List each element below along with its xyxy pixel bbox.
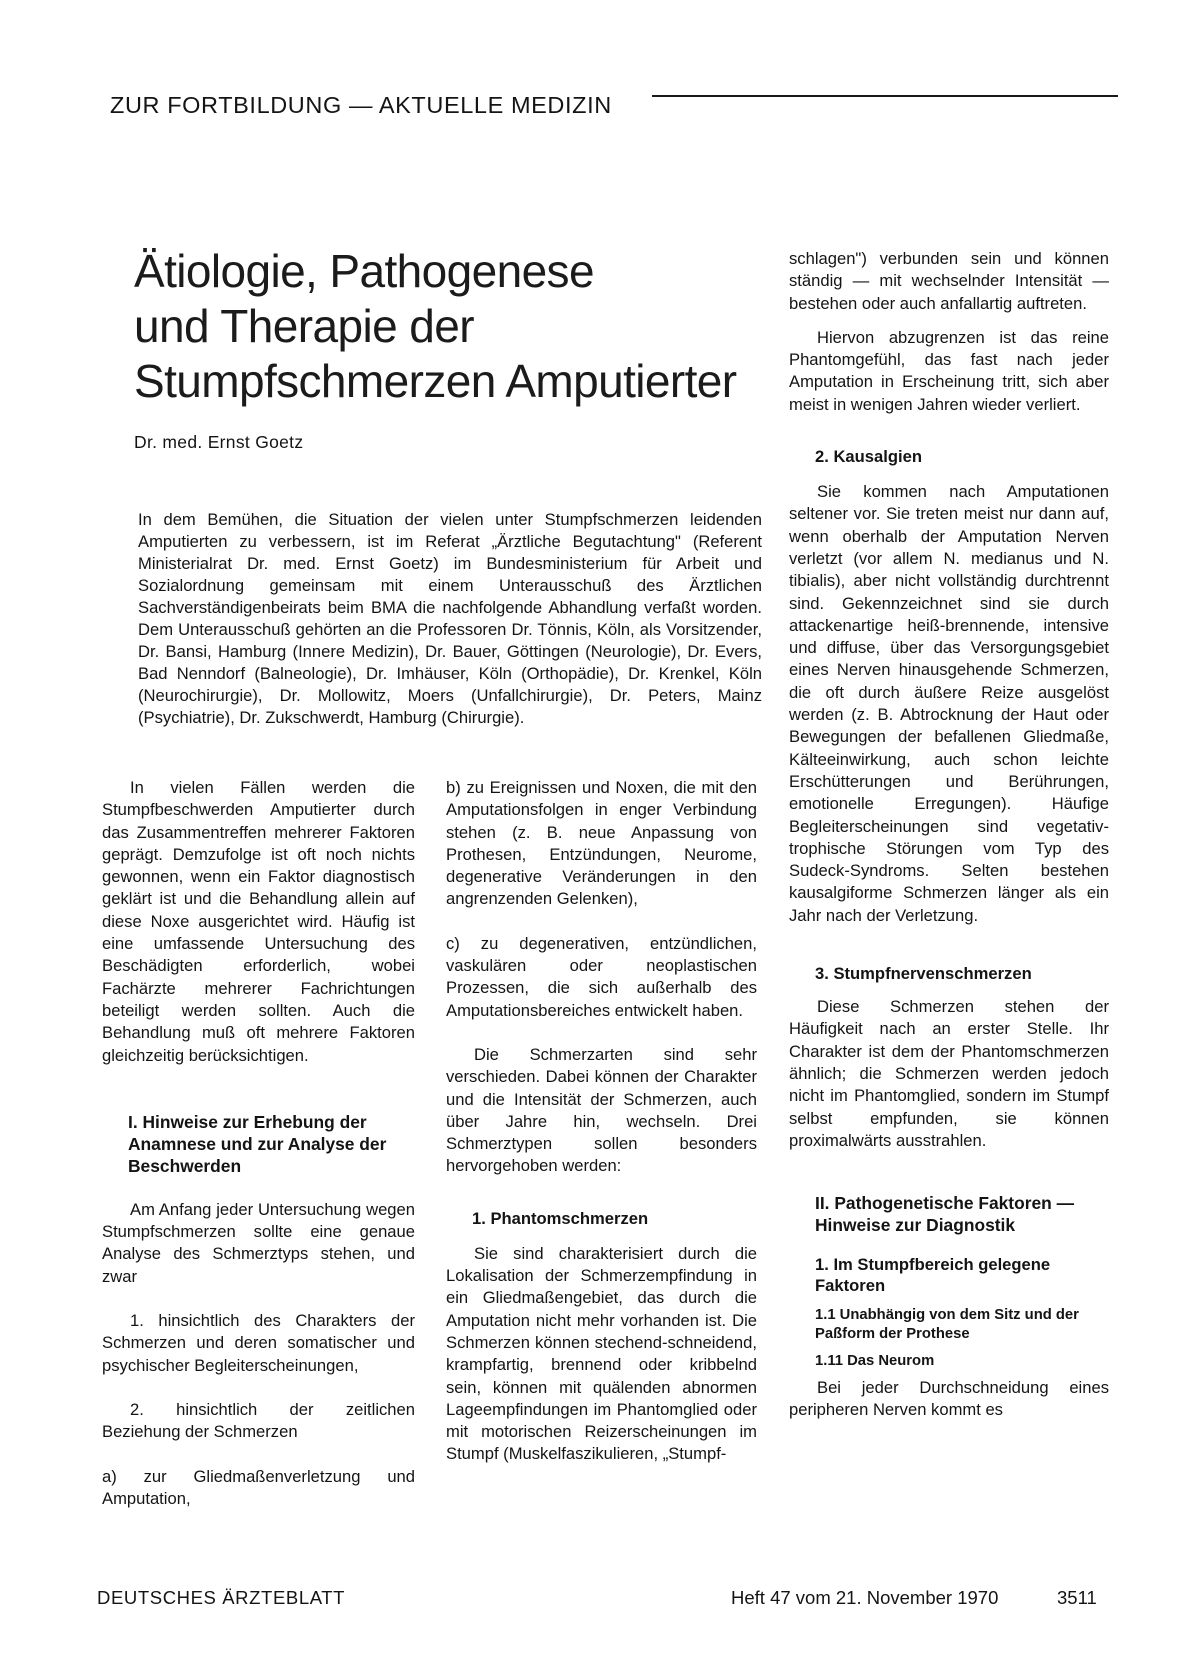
column-3 <box>789 248 1109 1422</box>
section-heading-1: I. Hinweise zur Erhebung der Anamnese und zur Analyse der Beschwerden <box>128 1111 387 1176</box>
col3-paragraph-3: Sie kommen nach Amputationen seltener vor. Sie treten meist nur dann auf, wenn oberhalb der Amputation Nerven verletzt (vor allem N. medianus und N. tibialis), aber nicht vollständig durchtrennt sind. Gekennzeichnet sind sie durch attackenartige heiß-brennende, intensive und diffuse, über das Versorgungsgebiet eines Nerven hinausgehende Schmerzen, die oft durch äußere Reize ausgelöst werden (z. B. Abtrocknung der Haut oder Bewegungen der befallenen Gliedmaße, Kälteeinwirkung, auch schon leichte Erschütterungen und Berührungen, emotionelle Erregungen). Häufige Begleiterscheinungen sind vegetativ-trophische Störungen vom Typ des Sudeck-Syndroms. Selten bestehen kausalgiforme Schmerzen länger als ein Jahr nach der Verletzung. <box>789 482 1109 925</box>
column-2 <box>446 777 757 1466</box>
col3-paragraph-2: Hiervon abzugrenzen ist das reine Phantomgefühl, das fast nach jeder Amputation in Erscheinung tritt, sich aber meist in wenigen Jahren wieder verliert. <box>789 327 1109 414</box>
footer-issue: Heft 47 vom 21. November 1970 <box>731 1587 999 1608</box>
lead-paragraph: In dem Bemühen, die Situation der vielen unter Stumpfschmerzen leidenden Amputierten zu verbessern, ist im Referat „Ärztliche Begutachtung" (Referent Ministerialrat Dr. med. Ernst Goetz) im Bundesministerium für Arbeit und Sozialordnung gemeinsam mit einem Unterausschuß des Ärztlichen Sachverständigenbeirats beim BMA die nachfolgende Abhandlung verfaßt worden. Dem Unterausschuß gehörten an die Professoren Dr. Tönnis, Köln, als Vorsitzender, Dr. Bansi, Hamburg (Innere Medizin), Dr. Bauer, Göttingen (Neurologie), Dr. Evers, Bad Nenndorf (Balneologie), Dr. Imhäuser, Köln (Orthopädie), Dr. Krenkel, Köln (Neurochirurgie), Dr. Mollowitz, Moers (Unfallchirurgie), Dr. Peters, Mainz (Psychiatrie), Dr. Zukschwerdt, Hamburg (Chirurgie). <box>138 510 762 727</box>
subsection-heading-phantomschmerzen: 1. Phantomschmerzen <box>472 1208 649 1228</box>
subsection-heading-stumpfnervenschmerzen: 3. Stumpfnervenschmerzen <box>815 964 1032 984</box>
header-rule <box>652 95 1118 97</box>
col1-paragraph-3: 1. hinsichtlich des Charakters der Schmerzen und deren somatischer und psychischer Begleiterscheinungen, <box>102 1311 415 1375</box>
col3-paragraph-1: schlagen") verbunden sein und können ständig — mit wechselnder Intensität — bestehen oder auch anfallartig auftreten. <box>789 249 1109 313</box>
subsection-heading-kausalgien: 2. Kausalgien <box>815 447 922 467</box>
section-heading-2: II. Pathogenetische Faktoren — Hinweise zur Diagnostik <box>815 1193 1074 1236</box>
page-number: 3511 <box>1057 1587 1097 1608</box>
subsubsection-heading-1-11: 1.11 Das Neurom <box>815 1353 935 1370</box>
subsection-heading-stumpfbereich: 1. Im Stumpfbereich gelegene Faktoren <box>815 1255 1051 1296</box>
article-title-line-1: Ätiologie, Pathogenese <box>134 245 594 297</box>
article-title-line-2: und Therapie der <box>134 300 474 352</box>
col2-paragraph-3: Die Schmerzarten sind sehr verschieden. Dabei können der Charakter und die Intensität der Schmerzen, auch über Jahre hin, wechseln. Drei Schmerztypen sollen besonders hervorgehoben werden: <box>446 1044 757 1176</box>
col3-paragraph-4: Diese Schmerzen stehen der Häufigkeit nach an erster Stelle. Ihr Charakter ist dem der Phantomschmerzen ähnlich; die Schmerzen werden jedoch nicht im Phantomglied, sondern im Stumpf selbst empfunden, sie können proximalwärts ausstrahlen. <box>789 997 1109 1150</box>
article-title-line-3: Stumpfschmerzen Amputierter <box>134 355 737 407</box>
col1-paragraph-5: a) zur Gliedmaßenverletzung und Amputation, <box>102 1466 415 1508</box>
column-1 <box>102 777 415 1510</box>
footer-journal: DEUTSCHES ÄRZTEBLATT <box>97 1587 346 1608</box>
col2-paragraph-4: Sie sind charakterisiert durch die Lokalisation der Schmerzempfindung in ein Gliedmaßengebiet, das durch die Amputation nicht mehr vorhanden ist. Die Schmerzen können stechend-schneidend, krampfartig, brennend oder kribbelnd sein, können mit quälenden abnormen Lageempfindungen im Phantomglied oder mit motorischen Reizerscheinungen im Stumpf (Muskelfaszikulieren, „Stumpf- <box>446 1243 757 1464</box>
col1-paragraph-1: In vielen Fällen werden die Stumpfbeschwerden Amputierter durch das Zusammentreffen mehrerer Faktoren geprägt. Demzufolge ist oft noch nichts gewonnen, wenn ein Faktor diagnostisch geklärt ist und die Behandlung allein auf diese Noxe ausgerichtet wird. Häufig ist eine umfassende Untersuchung des Beschädigten erforderlich, wobei Fachärzte mehrerer Fachrichtungen beteiligt werden sollten. Auch die Behandlung muß oft mehrere Faktoren gleichzeitig berücksichtigen. <box>102 778 415 1065</box>
article-title <box>134 244 774 409</box>
col1-paragraph-2: Am Anfang jeder Untersuchung wegen Stumpfschmerzen sollte eine genaue Analyse des Schmerztyps stehen, und zwar <box>102 1199 415 1286</box>
author: Dr. med. Ernst Goetz <box>134 432 304 452</box>
col1-paragraph-4: 2. hinsichtlich der zeitlichen Beziehung der Schmerzen <box>102 1399 415 1442</box>
col2-paragraph-2: c) zu degenerativen, entzündlichen, vaskulären oder neoplastischen Prozessen, die sich außerhalb des Amputationsbereiches entwickelt haben. <box>446 933 757 1020</box>
subsubsection-heading-1-1: 1.1 Unabhängig von dem Sitz und der Paßform der Prothese <box>815 1307 1079 1343</box>
col2-paragraph-1: b) zu Ereignissen und Noxen, die mit den Amputationsfolgen in enger Verbindung stehen (z. B. neue Anpassung von Prothesen, Entzündungen, Neurome, degenerative Veränderungen in den angrenzenden Gelenken), <box>446 778 757 909</box>
col3-paragraph-5: Bei jeder Durchschneidung eines peripheren Nerven kommt es <box>789 1378 1109 1420</box>
section-header: ZUR FORTBILDUNG — AKTUELLE MEDIZIN <box>110 92 612 118</box>
